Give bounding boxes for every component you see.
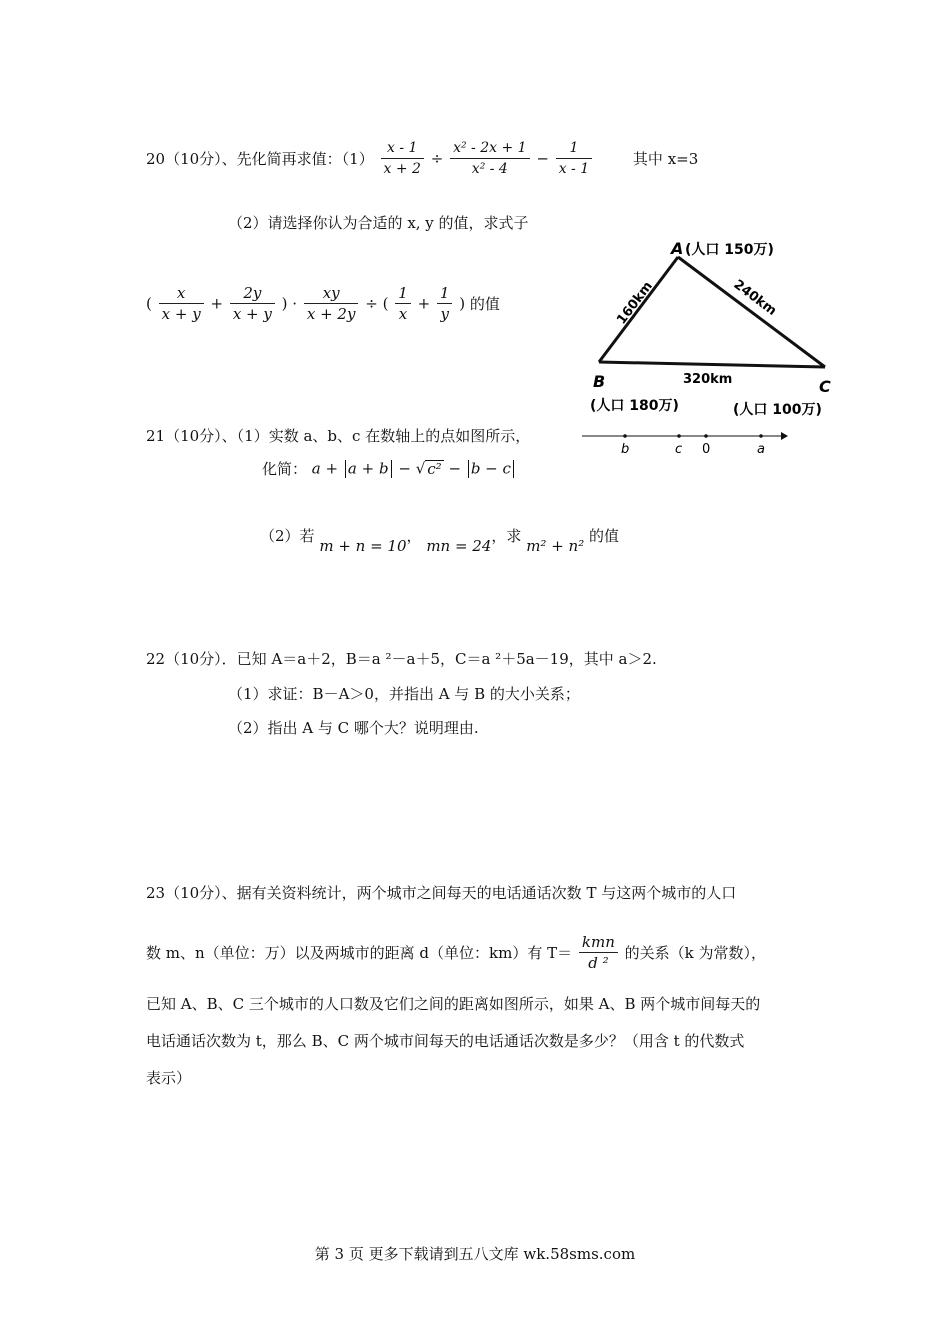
q20-frac3: $\frac{1}{x - 1}$	[556, 138, 592, 179]
q23-formula: $\frac{\text{kmn}}{\text{d ²}}$	[579, 932, 618, 973]
q21-part2: （2）若 m + n = 10， mn = 24，求 m² + n² 的值	[260, 527, 619, 555]
triangle-figure	[585, 230, 840, 425]
edge-ac-label: 240km	[730, 277, 780, 319]
label-zero: 0	[702, 442, 711, 457]
axis-arrow-icon	[781, 432, 788, 440]
q20-label: 20（10分）、先化简再求值：（1）	[146, 150, 374, 168]
point-zero	[704, 434, 708, 438]
sqrt-icon: √	[415, 459, 426, 478]
label-b: b	[621, 442, 630, 457]
q22-line2: （1）求证：B－A＞0，并指出 A 与 B 的大小关系；	[228, 685, 580, 703]
edge-bc	[599, 362, 825, 367]
q23-line1: 23（10分）、据有关资料统计，两个城市之间每天的电话通话次数 T 与这两个城市的人口	[146, 884, 737, 902]
label-c: c	[675, 442, 683, 457]
q20-expr-frac-b: $\frac{2y}{x + y}$	[230, 283, 275, 324]
vertex-c-pop: (人口 100万)	[733, 402, 822, 418]
point-c	[677, 434, 681, 438]
vertex-a-pop: (人口 150万)	[685, 242, 774, 258]
q21-line1: 21（10分）、（1）实数 a、b、c 在数轴上的点如图所示，	[146, 427, 531, 445]
label-a: a	[757, 442, 765, 457]
q21-simplify: 化简： a + a + b − √ c² − b − c	[262, 458, 516, 479]
q22-line1: 22（10分）．已知 A＝a＋2，B＝a ²－a＋5，C＝a ²＋5a－19，其中 a＞2.	[146, 650, 657, 668]
q20-expr-frac-d: $\frac{1}{x}$	[395, 283, 411, 324]
number-line	[578, 426, 793, 458]
q23-line4: 电话通话次数为 t，那么 B、C 两个城市间每天的电话通话次数是多少？（用含 t 的代数式	[146, 1032, 745, 1050]
point-a	[759, 434, 763, 438]
q20-frac2: $\frac{\text{x² - 2x + 1}}{\text{x² - 4}}$	[450, 138, 529, 179]
page-footer: 第 3 页 更多下载请到五八文库 wk.58sms.com	[314, 1245, 636, 1263]
q20-frac1: $\frac{x - 1}{x + 2}$	[381, 138, 424, 179]
q23-line3: 已知 A、B、C 三个城市的人口数及它们之间的距离如图所示，如果 A、B 两个城市间每天的	[146, 995, 761, 1013]
vertex-b: B	[593, 372, 606, 391]
q20-condition: 其中 x=3	[632, 150, 699, 168]
edge-ab-label: 160km	[614, 278, 656, 328]
vertex-c: C	[819, 377, 831, 396]
q23-line5: 表示）	[146, 1069, 192, 1087]
q20-expr-frac-a: $\frac{x}{x + y}$	[159, 283, 204, 324]
vertex-b-pop: (人口 180万)	[590, 398, 679, 414]
q20-expression: ( $\frac{x}{x + y}$ + $\frac{2y}{x + y}$ ) · $\frac{xy}{x + 2y}$ ÷ ( $\frac{1}{x}$ + $\frac{1}{y}$ ) 的值	[146, 284, 500, 323]
q20-expr-frac-e: $\frac{1}{y}$	[437, 283, 453, 324]
point-b	[623, 434, 627, 438]
q20-expr-frac-c: $\frac{xy}{x + 2y}$	[304, 283, 359, 324]
edge-bc-label: 320km	[683, 372, 733, 387]
vertex-a: A	[671, 239, 684, 258]
q22-line3: （2）指出 A 与 C 哪个大？说明理由.	[228, 719, 479, 737]
q20-line1: 20（10分）、先化简再求值：（1） $\frac{x - 1}{x + 2}$ ÷ $\frac{\text{x² - 2x + 1}}{\text{x² - 4}}$ − $\frac{1}{x - 1}$ 其中 x=3	[146, 140, 699, 177]
q23-line2: 数 m、n（单位：万）以及两城市的距离 d（单位：km）有 T＝ $\frac{\text{kmn}}{\text{d ²}}$ 的关系（k 为常数），	[146, 933, 767, 972]
edge-ac	[678, 257, 825, 367]
q20-part2: （2）请选择你认为合适的 x, y 的值，求式子	[228, 214, 529, 232]
